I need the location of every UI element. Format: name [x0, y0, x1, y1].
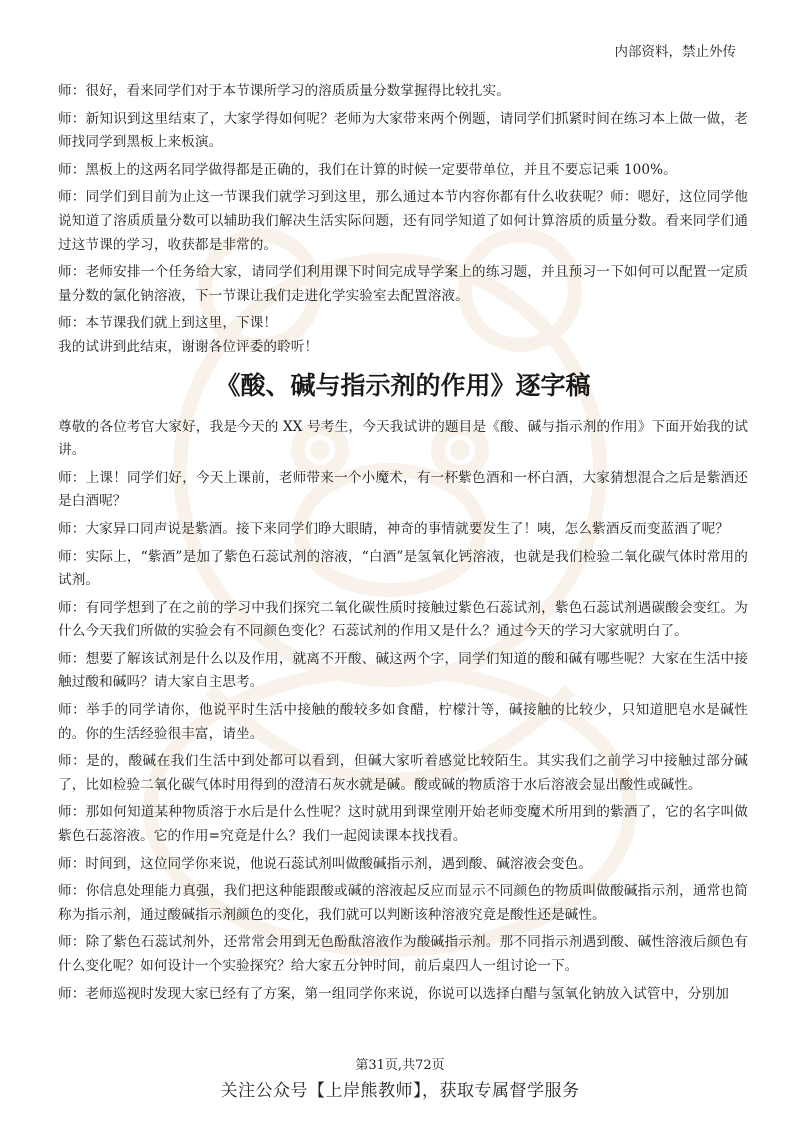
- paragraph: 师：很好，看来同学们对于本节课所学习的溶质质量分数掌握得比较扎实。: [58, 83, 510, 99]
- paragraph: 我的试讲到此结束，谢谢各位评委的聆听！: [58, 338, 319, 355]
- paragraph: 师：上课！同学们好，今天上课前，老师带来一个小魔术，有一杯紫色酒和一杯白酒，大家猜想混合之后是紫酒还是白酒呢？: [58, 469, 748, 510]
- paragraph: 师：想要了解该试剂是什么以及作用，就离不开酸、碱这两个字，同学们知道的酸和碱有哪些呢？大家在生活中接触过酸和碱吗？请大家自主思考。: [58, 650, 748, 691]
- paragraph: 师：黑板上的这两名同学做得都是正确的，我们在计算的时候一定要带单位，并且不要忘记乘 100%。: [58, 161, 677, 178]
- paragraph: 师：除了紫色石蕊试剂外，还常常会用到无色酚酞溶液作为酸碱指示剂。那不同指示剂遇到酸、碱性溶液后颜色有什么变化呢？如何设计一个实验探究？给大家五分钟时间，前后桌四人一组讨论一下。: [58, 934, 748, 974]
- paragraph: 师：你信息处理能力真强，我们把这种能跟酸或碱的溶液起反应而显示不同颜色的物质叫做酸碱指示剂，通常也简称为指示剂，通过酸碱指示剂颜色的变化，我们就可以判断该种溶液究竟是酸性还是碱性。: [58, 883, 748, 923]
- footer-promo: 关注公众号【上岸熊教师】，获取专属督学服务: [220, 1081, 580, 1101]
- paragraph: 师：是的，酸碱在我们生活中到处都可以看到，但碱大家听着感觉比较陌生。其实我们之前学习中接触过部分碱了，比如检验二氧化碳气体时用得到的澄清石灰水就是碱。酸或碱的物质溶于水后溶液会显出酸性或碱性。: [58, 753, 748, 793]
- confidential-notice: 内部资料，禁止外传: [614, 44, 736, 60]
- paragraph: 师：同学们到目前为止这一节课我们就学习到这里，那么通过本节内容你都有什么收获呢？师：嗯好，这位同学他说知道了溶质质量分数可以辅助我们解决生活实际问题，还有同学知道了如何计算溶质的质量分数。看来同学们通过这节课的学习，收获都是非常的。: [58, 189, 748, 253]
- paragraph: 师：实际上，“紫酒”是加了紫色石蕊试剂的溶液，“白酒”是氢氧化钙溶液，也就是我们检验二氧化碳气体时常用的试剂。: [58, 548, 748, 589]
- paragraph: 师：有同学想到了在之前的学习中我们探究二氧化碳性质时接触过紫色石蕊试剂，紫色石蕊试剂遇碳酸会变红。为什么今天我们所做的实验会有不同颜色变化？石蕊试剂的作用又是什么？通过今天的学习大家就明白了。: [58, 599, 748, 640]
- paragraph: 师：本节课我们就上到这里，下课！: [58, 315, 278, 332]
- page-number: 第31页,共72页: [355, 1058, 445, 1073]
- paragraph: 尊敬的各位考官大家好，我是今天的 XX 号考生，今天我试讲的题目是《酸、碱与指示剂的作用》下面开始我的试讲。: [58, 418, 748, 459]
- paragraph: 师：新知识到这里结束了，大家学得如何呢？老师为大家带来两个例题，请同学们抓紧时间在练习本上做一做，老师找同学到黑板上来板演。: [58, 110, 748, 151]
- paragraph: 师：老师安排一个任务给大家，请同学们利用课下时间完成导学案上的练习题，并且预习一下如何可以配置一定质量分数的氯化钠溶液，下一节课让我们走进化学实验室去配置溶液。: [58, 264, 748, 304]
- paragraph: 师：大家异口同声说是紫酒。接下来同学们睁大眼睛，神奇的事情就要发生了！咦，怎么紫酒反而变蓝酒了呢？: [58, 520, 729, 537]
- paragraph: 师：那如何知道某种物质溶于水后是什么性呢？这时就用到课堂刚开始老师变魔术所用到的紫酒了，它的名字叫做紫色石蕊溶液。它的作用=究竟是什么？我们一起阅读课本找找看。: [58, 804, 748, 845]
- paragraph: 师：时间到，这位同学你来说，他说石蕊试剂叫做酸碱指示剂，遇到酸、碱溶液会变色。: [58, 855, 593, 872]
- paragraph: 师：举手的同学请你，他说平时生活中接触的酸较多如食醋，柠檬汁等，碱接触的比较少，只知道肥皂水是碱性的。你的生活经验很丰富，请坐。: [58, 702, 748, 742]
- paragraph: 师：老师巡视时发现大家已经有了方案，第一组同学你来说，你说可以选择白醋与氢氧化钠放入试管中，分别加: [58, 985, 729, 1002]
- document-title: 《酸、碱与指示剂的作用》逐字稿: [215, 370, 591, 400]
- document-body: [58, 80, 748, 1006]
